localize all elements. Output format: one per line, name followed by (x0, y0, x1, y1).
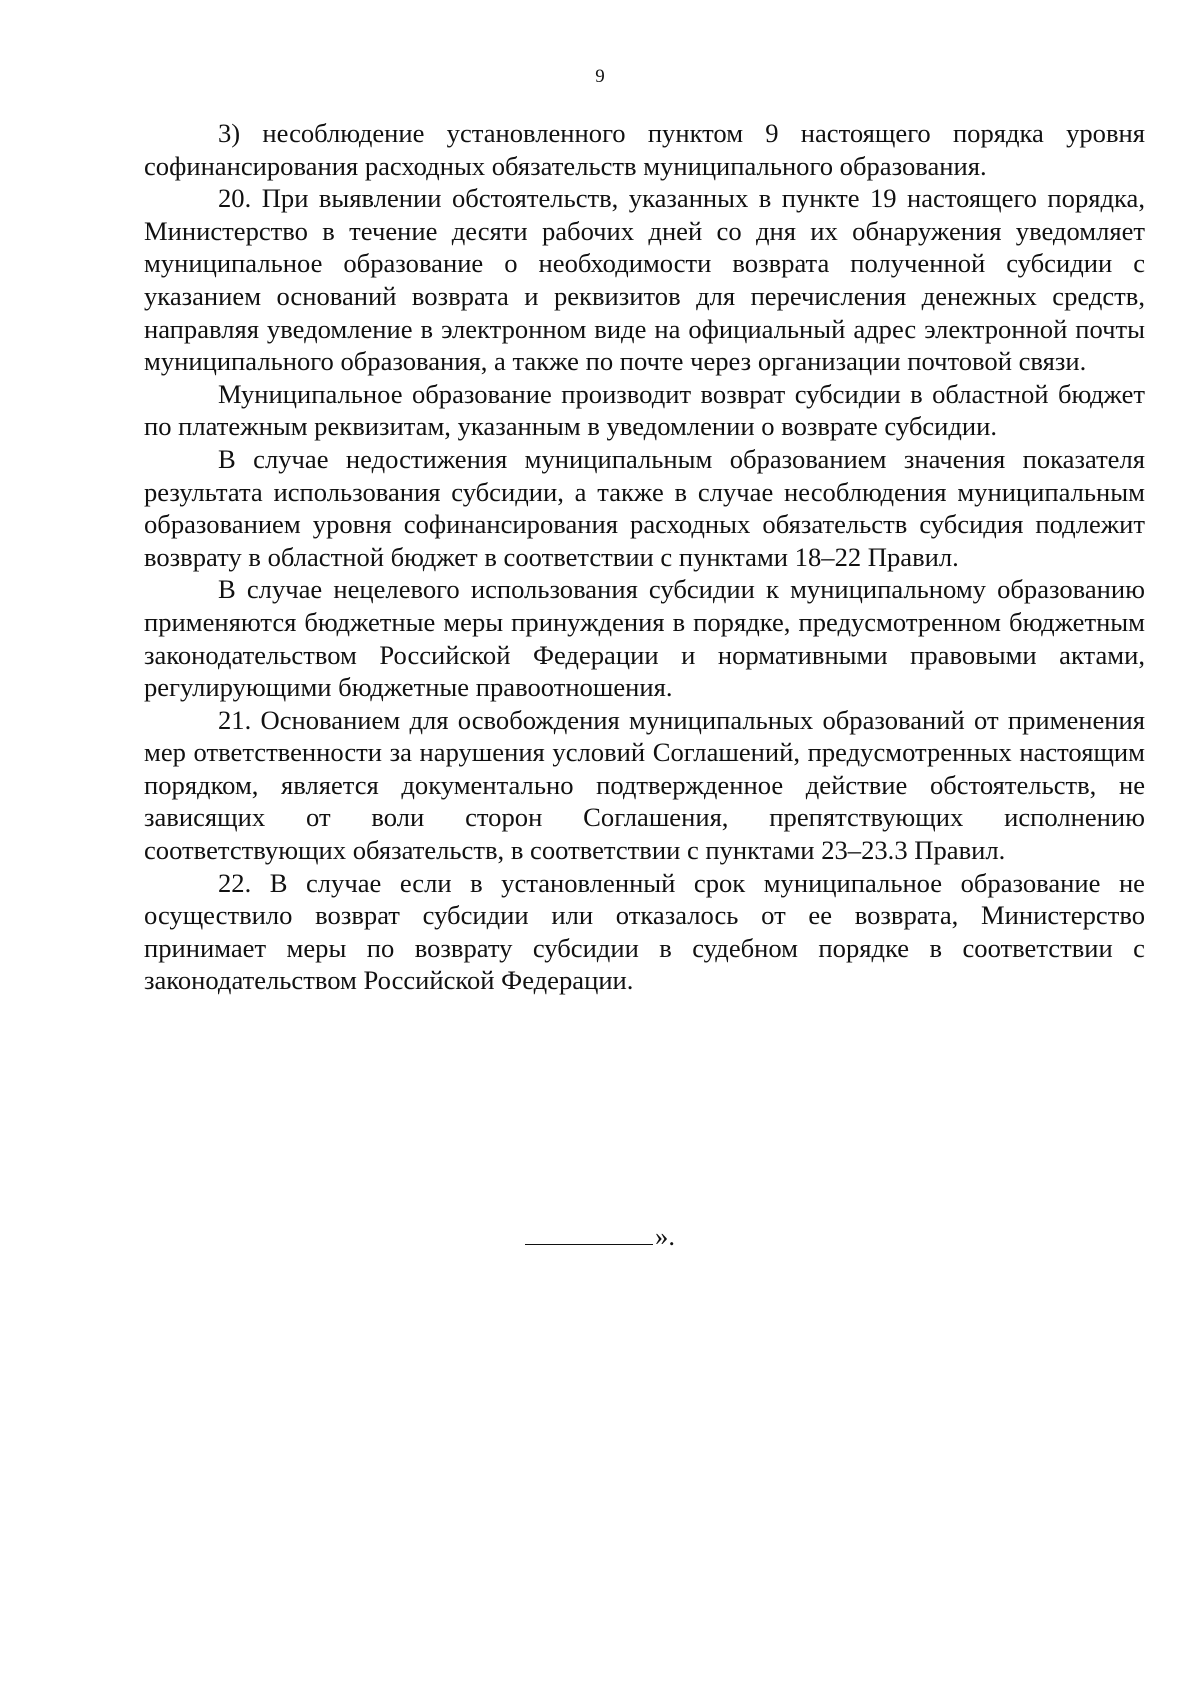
paragraph-clause-21: 21. Основанием для освобождения муниципальных образований от применения мер ответственности за нарушения условий Соглашений, предусмотренных настоящим порядком, является документально подтвержденное действие обстоятельств, не зависящих от воли сторон Соглашения, препятствующих исполнению соответствующих обязательств, в соответствии с пунктами 23–23.3 Правил. (144, 704, 1145, 866)
paragraph-clause-20: 20. При выявлении обстоятельств, указанных в пункте 19 настоящего порядка, Министерство в течение десяти рабочих дней со дня их обнаружения уведомляет муниципальное образование о необходимости возврата полученной субсидии с указанием оснований возврата и реквизитов для перечисления денежных средств, направляя уведомление в электронном виде на официальный адрес электронной почты муниципального образования, а также по почте через организации почтовой связи. (144, 183, 1145, 377)
closing-underline (525, 1224, 653, 1245)
document-body (144, 117, 1145, 997)
paragraph-item-3: 3) несоблюдение установленного пунктом 9 настоящего порядка уровня софинансирования расходных обязательств муниципального образования. (144, 118, 1145, 181)
paragraph-misuse: В случае нецелевого использования субсидии к муниципальному образованию применяются бюджетные меры принуждения в порядке, предусмотренном бюджетным законодательством Российской Федерации и нормативными правовыми актами, регулирующими бюджетные правоотношения. (144, 574, 1145, 703)
paragraph-non-achievement: В случае недостижения муниципальным образованием значения показателя результата использования субсидии, а также в случае несоблюдения муниципальным образованием уровня софинансирования расходных обязательств субсидия подлежит возврату в областной бюджет в соответствии с пунктами 18–22 Правил. (144, 443, 1145, 572)
paragraph-refund: Муниципальное образование производит возврат субсидии в областной бюджет по платежным реквизитам, указанным в уведомлении о возврате субсидии. (144, 378, 1145, 442)
closing-quote-mark: ». (655, 1221, 675, 1251)
page-number: 9 (595, 66, 605, 87)
closing-line (0, 1220, 1200, 1253)
paragraph-clause-22: 22. В случае если в установленный срок муниципальное образование не осуществило возврат субсидии или отказалось от ее возврата, Министерство принимает меры по возврату субсидии в судебном порядке в соответствии с законодательством Российской Федерации. (144, 867, 1145, 996)
